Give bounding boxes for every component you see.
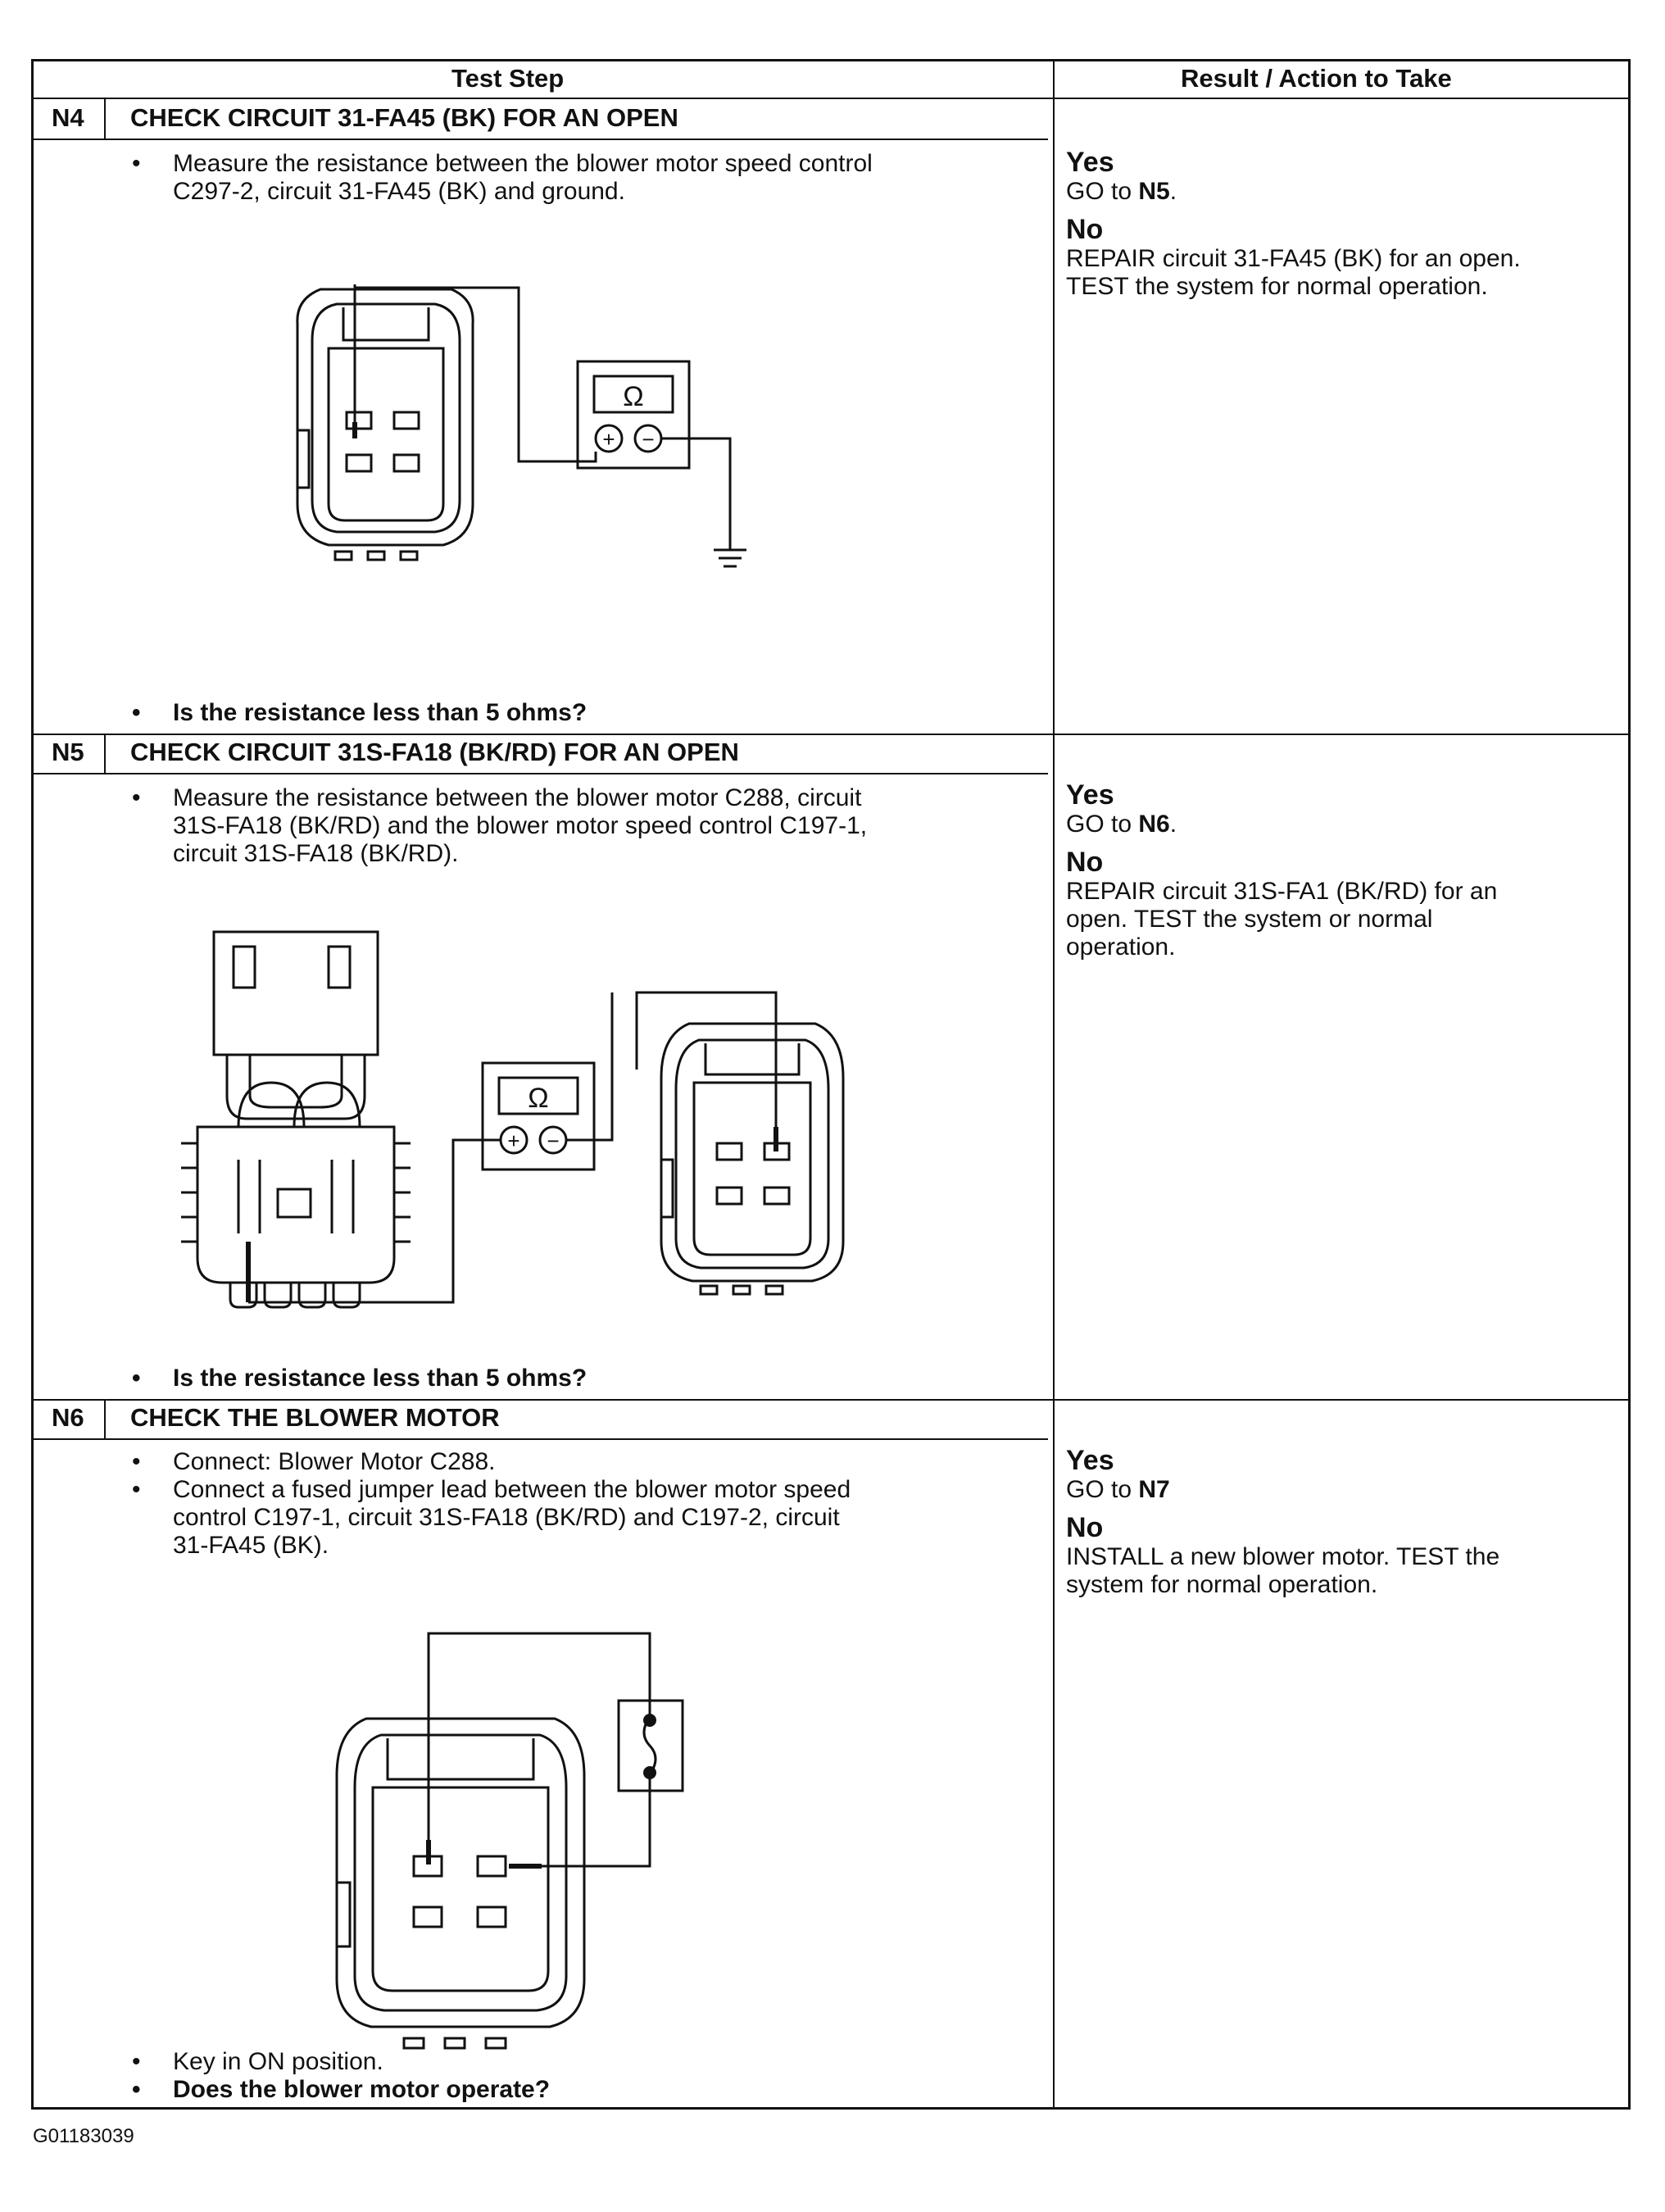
n5-yes-label: Yes	[1066, 779, 1114, 811]
n6-yes-label: Yes	[1066, 1445, 1114, 1476]
step-title-n4: CHECK CIRCUIT 31-FA45 (BK) FOR AN OPEN	[130, 103, 678, 132]
diagnostic-table	[31, 59, 1631, 2110]
n4-yes-action: GO to N5.	[1066, 178, 1177, 205]
step-title-n5: CHECK CIRCUIT 31S-FA18 (BK/RD) FOR AN OPEN	[130, 738, 739, 766]
svg-text:−: −	[547, 1129, 560, 1153]
n4-ohm-symbol: Ω	[623, 381, 644, 412]
figure-id: G01183039	[33, 2125, 134, 2147]
n5-ohm-symbol: Ω	[528, 1083, 549, 1114]
svg-text:−: −	[642, 427, 655, 452]
n6-bullet-1: • Connect: Blower Motor C288.	[173, 1448, 496, 1476]
n6-bullet-2: • Connect a fused jumper lead between the blower motor speed control C197-1, circuit 31S-FA18 (BK/RD) and C197-2, circuit 31-FA45 (BK).	[173, 1476, 851, 1560]
n6-yes-action: GO to N7	[1066, 1476, 1170, 1503]
header-result: Result / Action to Take	[1181, 64, 1452, 93]
column-divider	[1053, 61, 1055, 2107]
header-test-step: Test Step	[451, 64, 565, 93]
svg-text:+: +	[507, 1129, 520, 1153]
n6-bullet-3: • Key in ON position.	[173, 2048, 383, 2076]
n6-no-label: No	[1066, 1512, 1104, 1543]
n4-no-label: No	[1066, 214, 1104, 245]
n5-bullet: • Measure the resistance between the blower motor C288, circuit 31S-FA18 (BK/RD) and the blower motor speed control C197-1, circuit 31S-FA18 (BK/RD).	[173, 784, 867, 868]
n6-no-action: INSTALL a new blower motor. TEST the system for normal operation.	[1066, 1543, 1500, 1598]
n5-yes-action: GO to N6.	[1066, 811, 1177, 838]
step-id-n6: N6	[52, 1403, 84, 1432]
n4-no-action: REPAIR circuit 31-FA45 (BK) for an open. TEST the system for normal operation.	[1066, 245, 1521, 300]
n4-bullet: • Measure the resistance between the blower motor speed control C297-2, circuit 31-FA45 (BK) and ground.	[173, 150, 873, 206]
n4-question: • Is the resistance less than 5 ohms?	[173, 699, 587, 727]
n4-yes-label: Yes	[1066, 147, 1114, 178]
n5-no-action: REPAIR circuit 31S-FA1 (BK/RD) for an open. TEST the system or normal operation.	[1066, 878, 1498, 961]
n5-question: • Is the resistance less than 5 ohms?	[173, 1365, 587, 1392]
step-title-n6: CHECK THE BLOWER MOTOR	[130, 1403, 500, 1432]
step-id-n5: N5	[52, 738, 84, 766]
step-id-n4: N4	[52, 103, 84, 132]
n5-no-label: No	[1066, 847, 1104, 878]
n6-question: • Does the blower motor operate?	[173, 2076, 550, 2104]
n6-diagram	[34, 61, 1050, 2110]
svg-text:+: +	[602, 427, 615, 452]
